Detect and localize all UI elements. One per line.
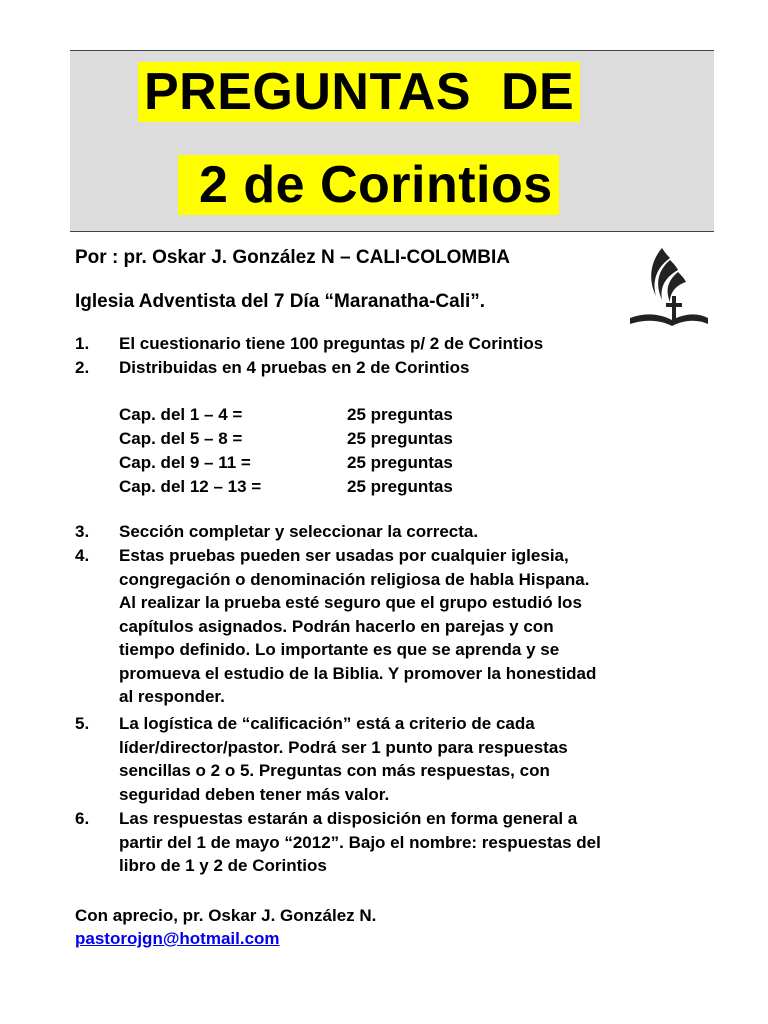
email-link[interactable]: pastorojgn@hotmail.com [75, 929, 280, 948]
title-line-2: 2 de Corintios [178, 155, 559, 215]
list-item-line: seguridad deben tener más valor. [119, 784, 390, 804]
list-item-line: sencillas o 2 o 5. Preguntas con más respuestas, con [119, 761, 550, 780]
closing-signature: Con aprecio, pr. Oskar J. González N. [75, 906, 377, 925]
author-line: Por : pr. Oskar J. González N – CALI-COLOMBIA [75, 247, 510, 268]
list-item-line: La logística de “calificación” está a criterio de cada [119, 714, 535, 733]
list-item-line: congregación o denominación religiosa de habla Hispana. [119, 569, 590, 589]
list-item [119, 712, 719, 806]
chapter-range: Cap. del 9 – 11 = [119, 453, 251, 472]
list-number: 3. [75, 522, 90, 541]
chapter-count: 25 preguntas [347, 477, 453, 496]
list-number: 2. [75, 358, 90, 377]
chapter-range: Cap. del 1 – 4 = [119, 405, 243, 424]
list-item-line: Las respuestas estarán a disposición en forma general a [119, 809, 578, 828]
list-item-line: al responder. [119, 687, 225, 706]
list-item: Distribuidas en 4 pruebas en 2 de Corintios [119, 358, 470, 377]
church-line: Iglesia Adventista del 7 Día “Maranatha-Cali”. [75, 291, 486, 312]
list-item: El cuestionario tiene 100 preguntas p/ 2 de Corintios [119, 334, 544, 353]
chapter-count: 25 preguntas [347, 405, 453, 424]
list-number: 6. [75, 809, 90, 828]
list-item [119, 520, 719, 544]
list-item-line: tiempo definido. Lo importante es que se aprenda y se [119, 640, 560, 659]
chapter-count: 25 preguntas [347, 453, 453, 472]
list-number: 5. [75, 714, 90, 733]
list-item-line: Estas pruebas pueden ser usadas por cualquier iglesia, [119, 546, 569, 565]
list-item-line: partir del 1 de mayo “2012”. Bajo el nombre: respuestas del [119, 832, 601, 852]
adventist-logo-icon [626, 240, 710, 330]
list-item-line: capítulos asignados. Podrán hacerlo en parejas y con [119, 616, 554, 636]
list-item-line: promueva el estudio de la Biblia. Y promover la honestidad [119, 663, 597, 683]
list-item [119, 807, 719, 878]
list-item-line: Sección completar y seleccionar la correcta. [119, 522, 479, 541]
chapter-count: 25 preguntas [347, 429, 453, 448]
list-item-line: líder/director/pastor. Podrá ser 1 punto para respuestas [119, 737, 568, 757]
list-item-line: libro de 1 y 2 de Corintios [119, 856, 327, 875]
list-number: 4. [75, 546, 90, 565]
list-number: 1. [75, 334, 90, 353]
chapter-range: Cap. del 12 – 13 = [119, 477, 262, 496]
list-item [119, 544, 719, 709]
title-line-1: PREGUNTAS DE [138, 62, 580, 122]
list-item-line: Al realizar la prueba esté seguro que el grupo estudió los [119, 593, 582, 612]
chapter-range: Cap. del 5 – 8 = [119, 429, 243, 448]
